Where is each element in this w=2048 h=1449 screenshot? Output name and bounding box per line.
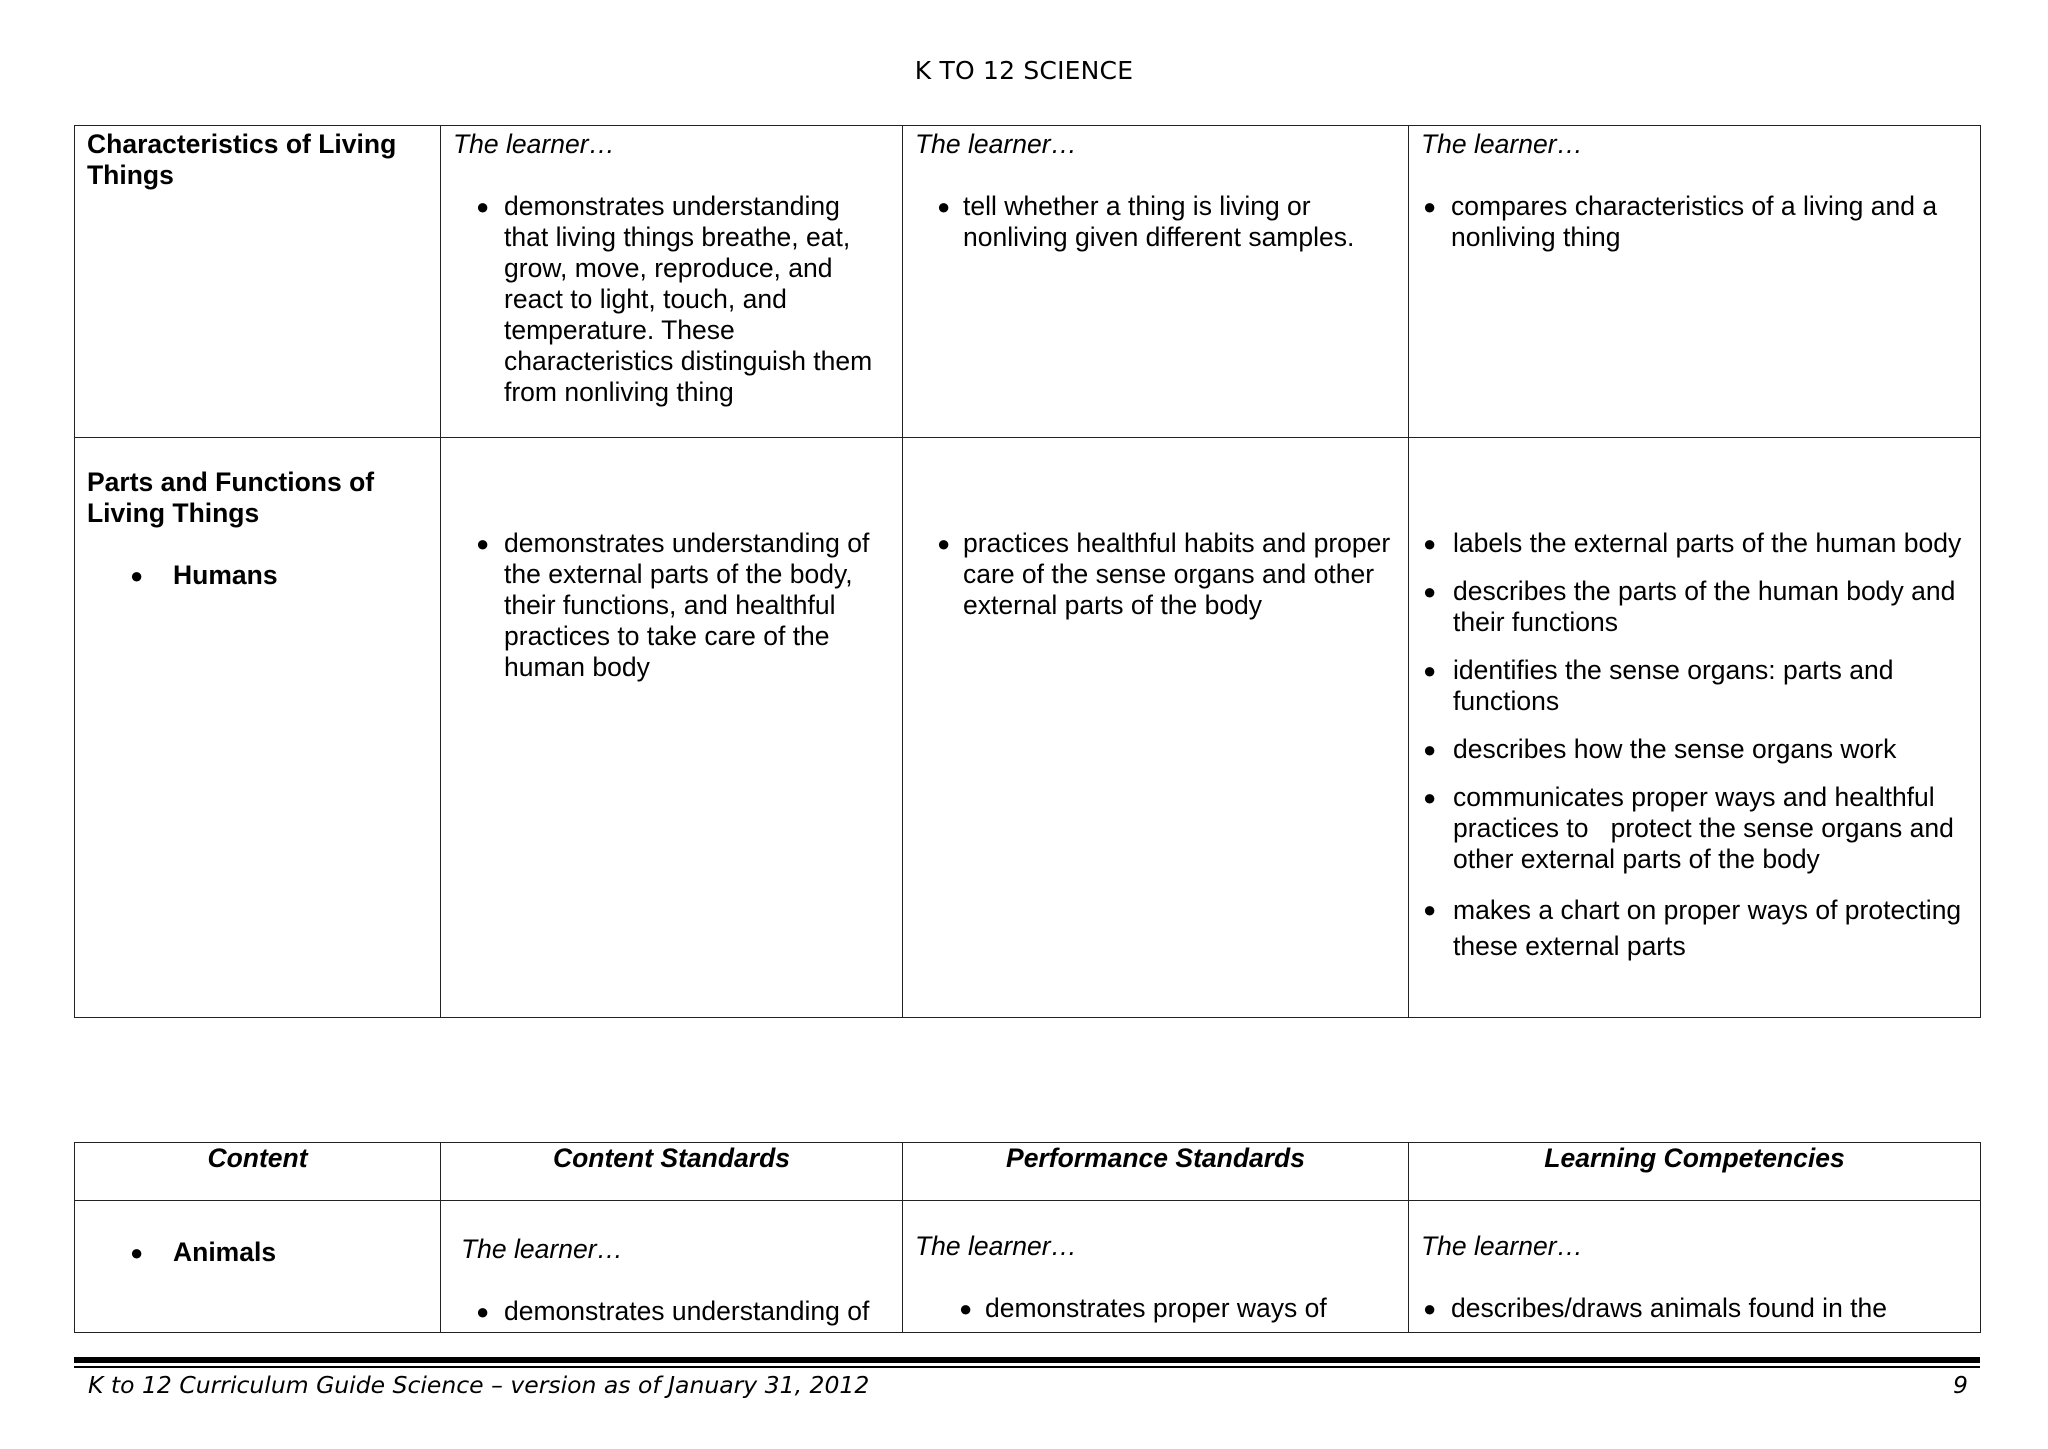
bullet-icon: ● [1423,1296,1437,1321]
learner-intro: The learner… [453,129,616,159]
bullet-icon: ● [476,531,490,556]
list-item: ● demonstrates understanding of the external parts of the body, their functions, and healthful practices to take care of the human body [476,528,870,682]
bullet-icon: ● [1423,531,1437,556]
content-cell [75,438,441,1018]
list-item: ● communicates proper ways and healthful practices to protect the sense organs and other external parts of the body [1423,782,1962,874]
list-item: ● tell whether a thing is living or nonliving given different samples. [937,191,1355,252]
bullet-icon: ● [130,563,144,588]
bullet-icon: ● [476,1299,490,1324]
learner-intro: The learner… [1421,1231,1584,1261]
topic-heading: Parts and Functions of Living Things [87,467,375,528]
bullet-icon: ● [1423,658,1437,683]
performance-standards-cell [903,438,1409,1018]
list-item: ● Humans [130,560,278,590]
learning-competencies-cell [1409,126,1981,438]
learning-competencies-cell [1409,438,1981,1018]
footer-rule-thick [74,1357,1980,1363]
list-item: ● practices healthful habits and proper care of the sense organs and other external parts of the body [937,528,1391,620]
bullet-icon: ● [937,531,951,556]
list-item: ● demonstrates proper ways of [959,1293,1327,1323]
table-row-parts-and-functions [75,438,1981,1018]
bullet-icon: ● [959,1296,973,1321]
bullet-icon: ● [937,194,951,219]
page-header-title: K TO 12 SCIENCE [914,56,1134,85]
content-standards-cell [441,126,903,438]
footer-rule-thin [74,1366,1980,1368]
list-item: ● compares characteristics of a living and a nonliving thing [1423,191,1938,252]
table-header-row [75,1143,1981,1201]
bullet-icon: ● [1423,194,1437,219]
learner-intro: The learner… [1421,129,1584,159]
header-content: Content [75,1143,441,1201]
content-cell [75,1201,441,1333]
bullet-icon: ● [130,1240,144,1265]
list-item: ● describes the parts of the human body and their functions [1423,576,1956,637]
table-row-animals [75,1201,1981,1333]
performance-standards-cell [903,126,1409,438]
header-content-standards: Content Standards [441,1143,903,1201]
page-number: 9 [1953,1371,1968,1399]
list-item: ● describes/draws animals found in the [1423,1293,1888,1323]
header-performance-standards: Performance Standards [903,1143,1409,1201]
header-learning-competencies: Learning Competencies [1409,1143,1981,1201]
learner-intro: The learner… [915,129,1078,159]
curriculum-table-continued [74,1142,1981,1333]
list-item: ● Animals [130,1237,277,1267]
content-standards-cell [441,1201,903,1333]
bullet-icon: ● [1423,785,1437,810]
list-item: ● labels the external parts of the human body [1423,528,1962,558]
bullet-icon: ● [476,194,490,219]
content-cell [75,126,441,438]
table-row-characteristics [75,126,1981,438]
curriculum-table [74,125,1981,1018]
list-item: ● makes a chart on proper ways of protecting these external parts [1423,892,1968,964]
content-standards-cell [441,438,903,1018]
learning-competencies-cell [1409,1201,1981,1333]
list-item: ● demonstrates understanding of [476,1296,870,1326]
learner-intro: The learner… [461,1234,624,1264]
performance-standards-cell [903,1201,1409,1333]
list-item: ● demonstrates understanding that living things breathe, eat, grow, move, reproduce, and react to light, touch, and temperature. These characteristics distinguish them from nonliving thing [476,191,873,407]
list-item: ● describes how the sense organs work [1423,734,1897,764]
list-item: ● identifies the sense organs: parts and functions [1423,655,1894,716]
learner-intro: The learner… [915,1231,1078,1261]
topic-heading: Characteristics of Living Things [87,129,397,190]
bullet-icon: ● [1423,579,1437,604]
bullet-icon: ● [1423,897,1437,922]
footer-caption: K to 12 Curriculum Guide Science – version as of January 31, 2012 [88,1371,870,1399]
bullet-icon: ● [1423,737,1437,762]
